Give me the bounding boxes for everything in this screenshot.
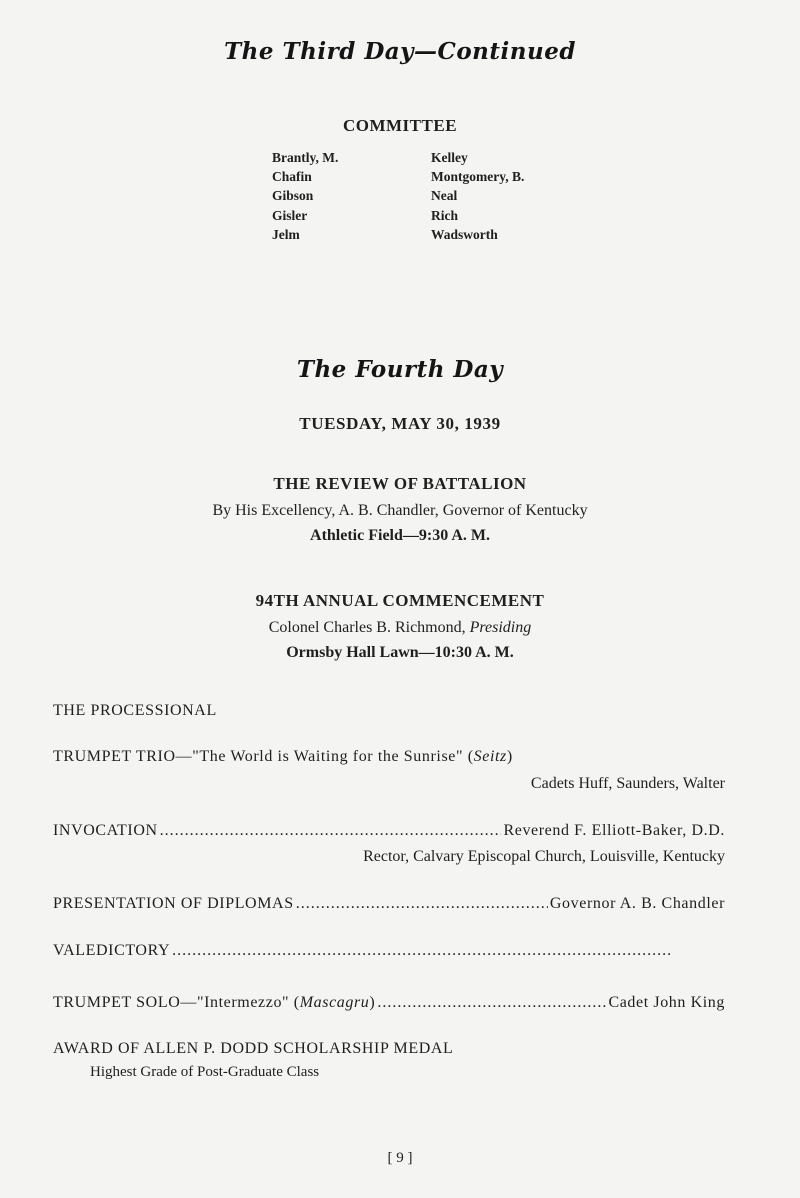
page-number: [ 9 ] xyxy=(387,1150,413,1166)
solo-title xyxy=(53,994,375,1012)
committee-member: Neal xyxy=(431,188,458,204)
committee-heading: COMMITTEE xyxy=(342,116,458,135)
commencement-location: Ormsby Hall Lawn—10:30 A. M. xyxy=(286,644,514,661)
invocation-person: Reverend F. Elliott-Baker, D.D. xyxy=(503,822,725,839)
valedictory-label: VALEDICTORY xyxy=(53,942,171,959)
presiding-role: Presiding xyxy=(469,619,532,636)
leader-dots xyxy=(377,994,606,1012)
commencement-presiding xyxy=(0,619,800,637)
trumpet-trio-item xyxy=(53,748,725,766)
diplomas-label: PRESENTATION OF DIPLOMAS xyxy=(53,895,294,912)
third-day-continued-heading: The Third Day—Continued xyxy=(224,38,576,65)
committee-member: Jelm xyxy=(272,226,300,242)
award-item: AWARD OF ALLEN P. DODD SCHOLARSHIP MEDAL xyxy=(53,1040,454,1057)
committee-member: Montgomery, B. xyxy=(431,169,525,185)
commencement-heading: 94TH ANNUAL COMMENCEMENT xyxy=(255,591,545,610)
invocation-detail: Rector, Calvary Episcopal Church, Louisville, Kentucky xyxy=(363,848,725,865)
valedictory-item xyxy=(53,942,725,960)
trio-performers: Cadets Huff, Saunders, Walter xyxy=(530,775,725,792)
review-location: Athletic Field—9:30 A. M. xyxy=(310,527,490,544)
solo-close: ) xyxy=(369,994,376,1011)
committee-member: Brantly, M. xyxy=(272,150,339,165)
trumpet-solo-item xyxy=(53,994,725,1012)
review-by-line: By His Excellency, A. B. Chandler, Governor of Kentucky xyxy=(212,502,588,519)
leader-dots xyxy=(296,895,548,913)
presiding-name: Colonel Charles B. Richmond, xyxy=(268,619,470,636)
diplomas-item xyxy=(53,895,725,913)
committee-left-column xyxy=(272,148,338,244)
leader-dots xyxy=(160,822,502,840)
committee-member: Chafin xyxy=(272,169,312,185)
committee-member: Gibson xyxy=(272,188,314,204)
invocation-label: INVOCATION xyxy=(53,822,158,839)
date-line: TUESDAY, MAY 30, 1939 xyxy=(299,414,501,433)
committee-member: Rich xyxy=(431,207,458,223)
processional-item: THE PROCESSIONAL xyxy=(53,702,217,719)
trio-close: ) xyxy=(506,748,513,765)
trio-composer: Seitz xyxy=(473,748,507,765)
committee-member: Gisler xyxy=(272,207,308,223)
solo-label: TRUMPET SOLO—"Intermezzo" ( xyxy=(53,994,300,1011)
solo-person: Cadet John King xyxy=(608,994,725,1011)
review-heading: THE REVIEW OF BATTALION xyxy=(273,474,527,493)
fourth-day-heading: The Fourth Day xyxy=(296,356,504,383)
invocation-item xyxy=(53,822,725,840)
award-detail: Highest Grade of Post-Graduate Class xyxy=(90,1064,320,1080)
solo-composer: Mascagru xyxy=(299,994,370,1011)
diplomas-person: Governor A. B. Chandler xyxy=(549,895,725,912)
leader-dots xyxy=(172,942,723,960)
committee-member: Kelley xyxy=(431,150,468,165)
committee-member: Wadsworth xyxy=(431,226,498,242)
trio-label: TRUMPET TRIO—"The World is Waiting for the Sunrise" ( xyxy=(53,748,474,765)
committee-right-column xyxy=(431,148,524,244)
